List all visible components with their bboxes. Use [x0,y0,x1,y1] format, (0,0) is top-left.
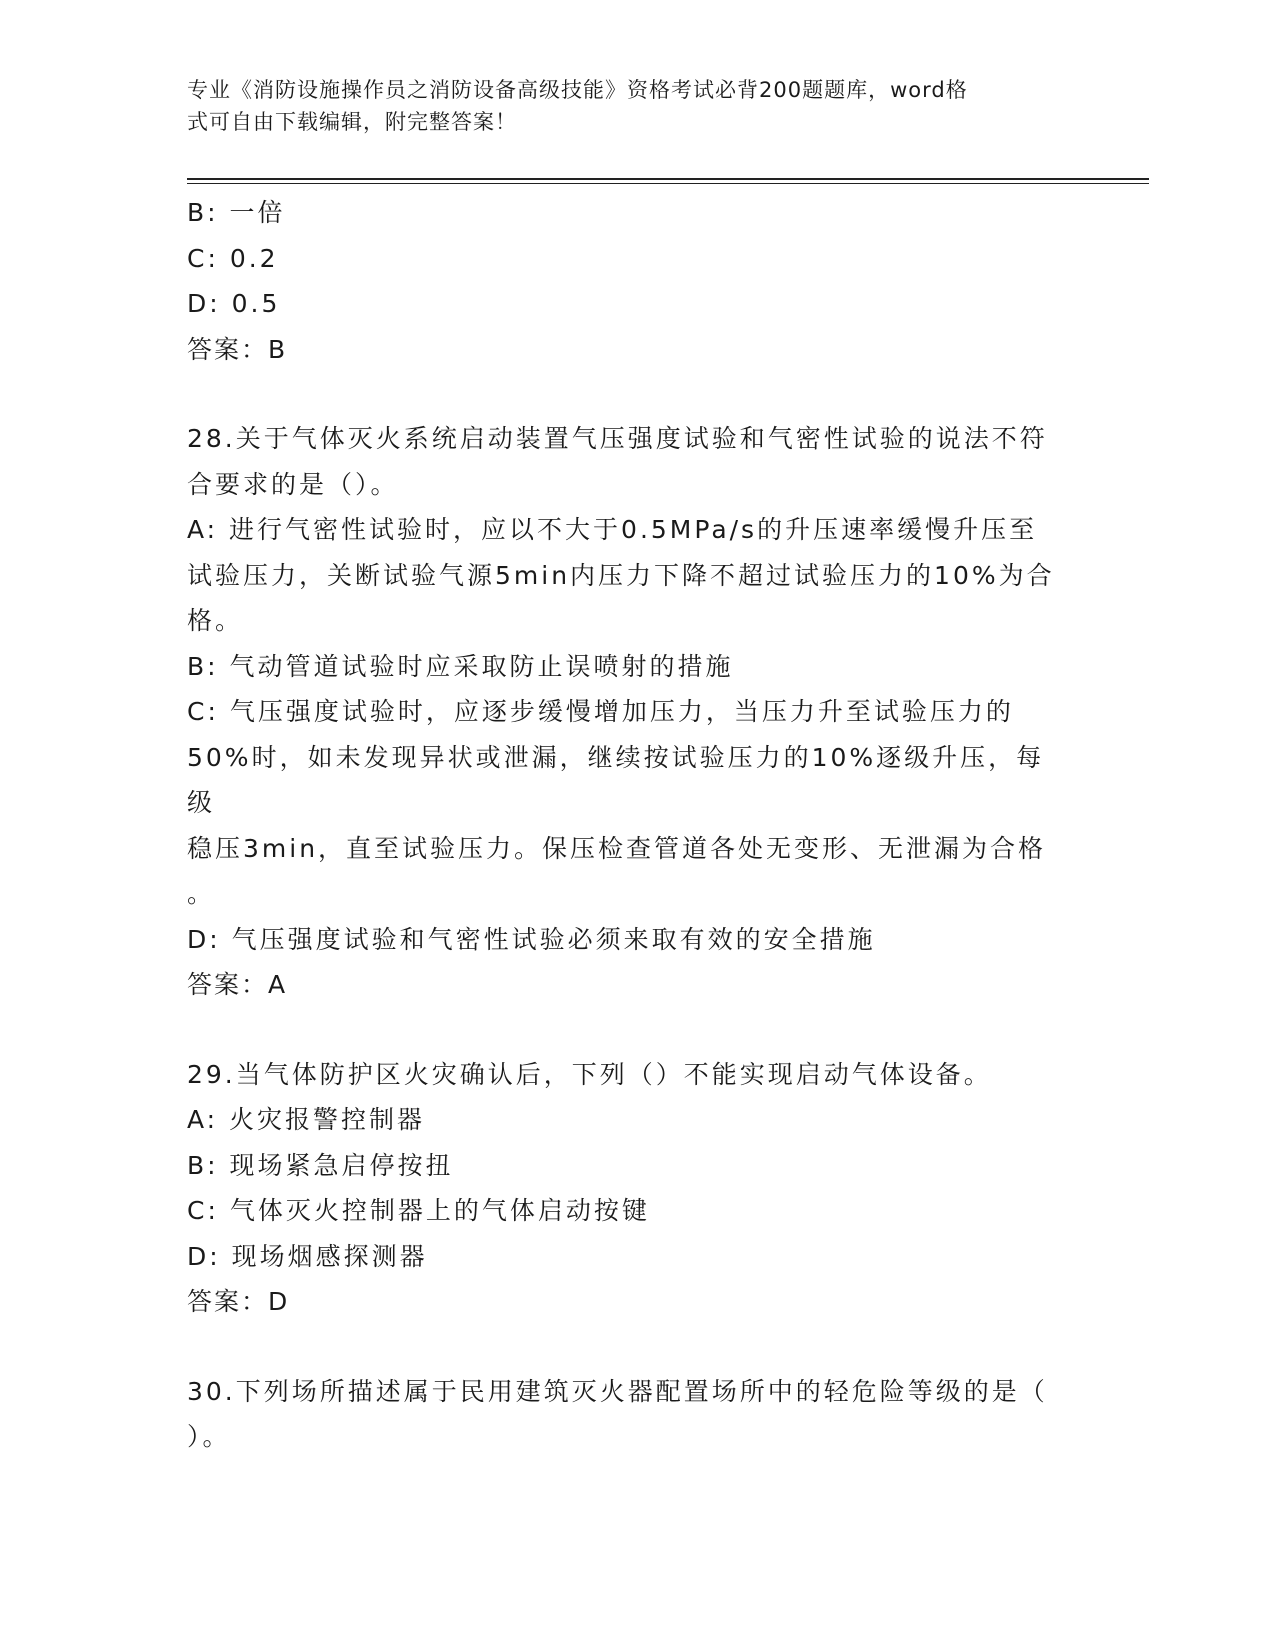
question-30 [187,1369,1067,1460]
question-29 [187,1052,1067,1325]
header-line-1: 专业《消防设施操作员之消防设备高级技能》资格考试必背200题题库，word格 [187,78,968,102]
q27-option-b: B: 一倍 [187,198,286,227]
header-line-2: 式可自由下载编辑，附完整答案！ [187,110,517,134]
q28-stem-line-2: 合要求的是（）。 [187,469,399,499]
q28-option-d: D: 气压强度试验和气密性试验必须来取有效的安全措施 [187,924,876,954]
q28-option-b: B: 气动管道试验时应采取防止误喷射的措施 [187,651,734,681]
q30-stem-line-2: ）。 [187,1422,231,1451]
q30-stem-line-1: 30.下列场所描述属于民用建筑灭火器配置场所中的轻危险等级的是（ [187,1376,1048,1406]
q28-option-a-line-1: A: 进行气密性试验时，应以不大于0.5MPa/s的升压速率缓慢升压至 [187,515,1038,544]
q27-answer: 答案：B [187,334,288,364]
q28-answer: 答案：A [187,970,288,999]
q29-option-d: D: 现场烟感探测器 [187,1241,428,1271]
q28-stem-line-1: 28.关于气体灭火系统启动装置气压强度试验和气密性试验的说法不符 [187,424,1048,453]
question-content [187,190,1067,1460]
spacer [187,1325,1067,1369]
q28-option-c-line-4: 。 [187,879,216,908]
q28-option-c-line-2: 50%时，如未发现异状或泄漏，继续按试验压力的10%逐级升压，每级 [187,742,1045,817]
q28-option-a-line-2: 试验压力，关断试验气源5min内压力下降不超过试验压力的10%为合 [187,560,1055,590]
question-28 [187,416,1067,1008]
q27-option-d: D: 0.5 [187,289,281,318]
q28-option-a-line-3: 格。 [187,606,244,635]
q27-option-c: C: 0.2 [187,243,279,273]
spacer [187,1008,1067,1052]
spacer [187,372,1067,416]
q29-option-b: B: 现场紧急启停按扭 [187,1150,454,1180]
document-header [187,74,1067,138]
q29-answer: 答案：D [187,1287,290,1316]
q28-option-c-line-3: 稳压3min，直至试验压力。保压检查管道各处无变形、无泄漏为合格 [187,833,1047,863]
q29-option-c: C: 气体灭火控制器上的气体启动按键 [187,1196,650,1225]
question-27-tail [187,190,1067,372]
q29-option-a: A: 火灾报警控制器 [187,1105,426,1134]
q29-stem: 29.当气体防护区火灾确认后，下列（）不能实现启动气体设备。 [187,1059,992,1089]
q28-option-c-line-1: C: 气压强度试验时，应逐步缓慢增加压力，当压力升至试验压力的 [187,697,1014,726]
header-rule-thin [187,183,1149,184]
header-rule-thick [187,178,1149,180]
